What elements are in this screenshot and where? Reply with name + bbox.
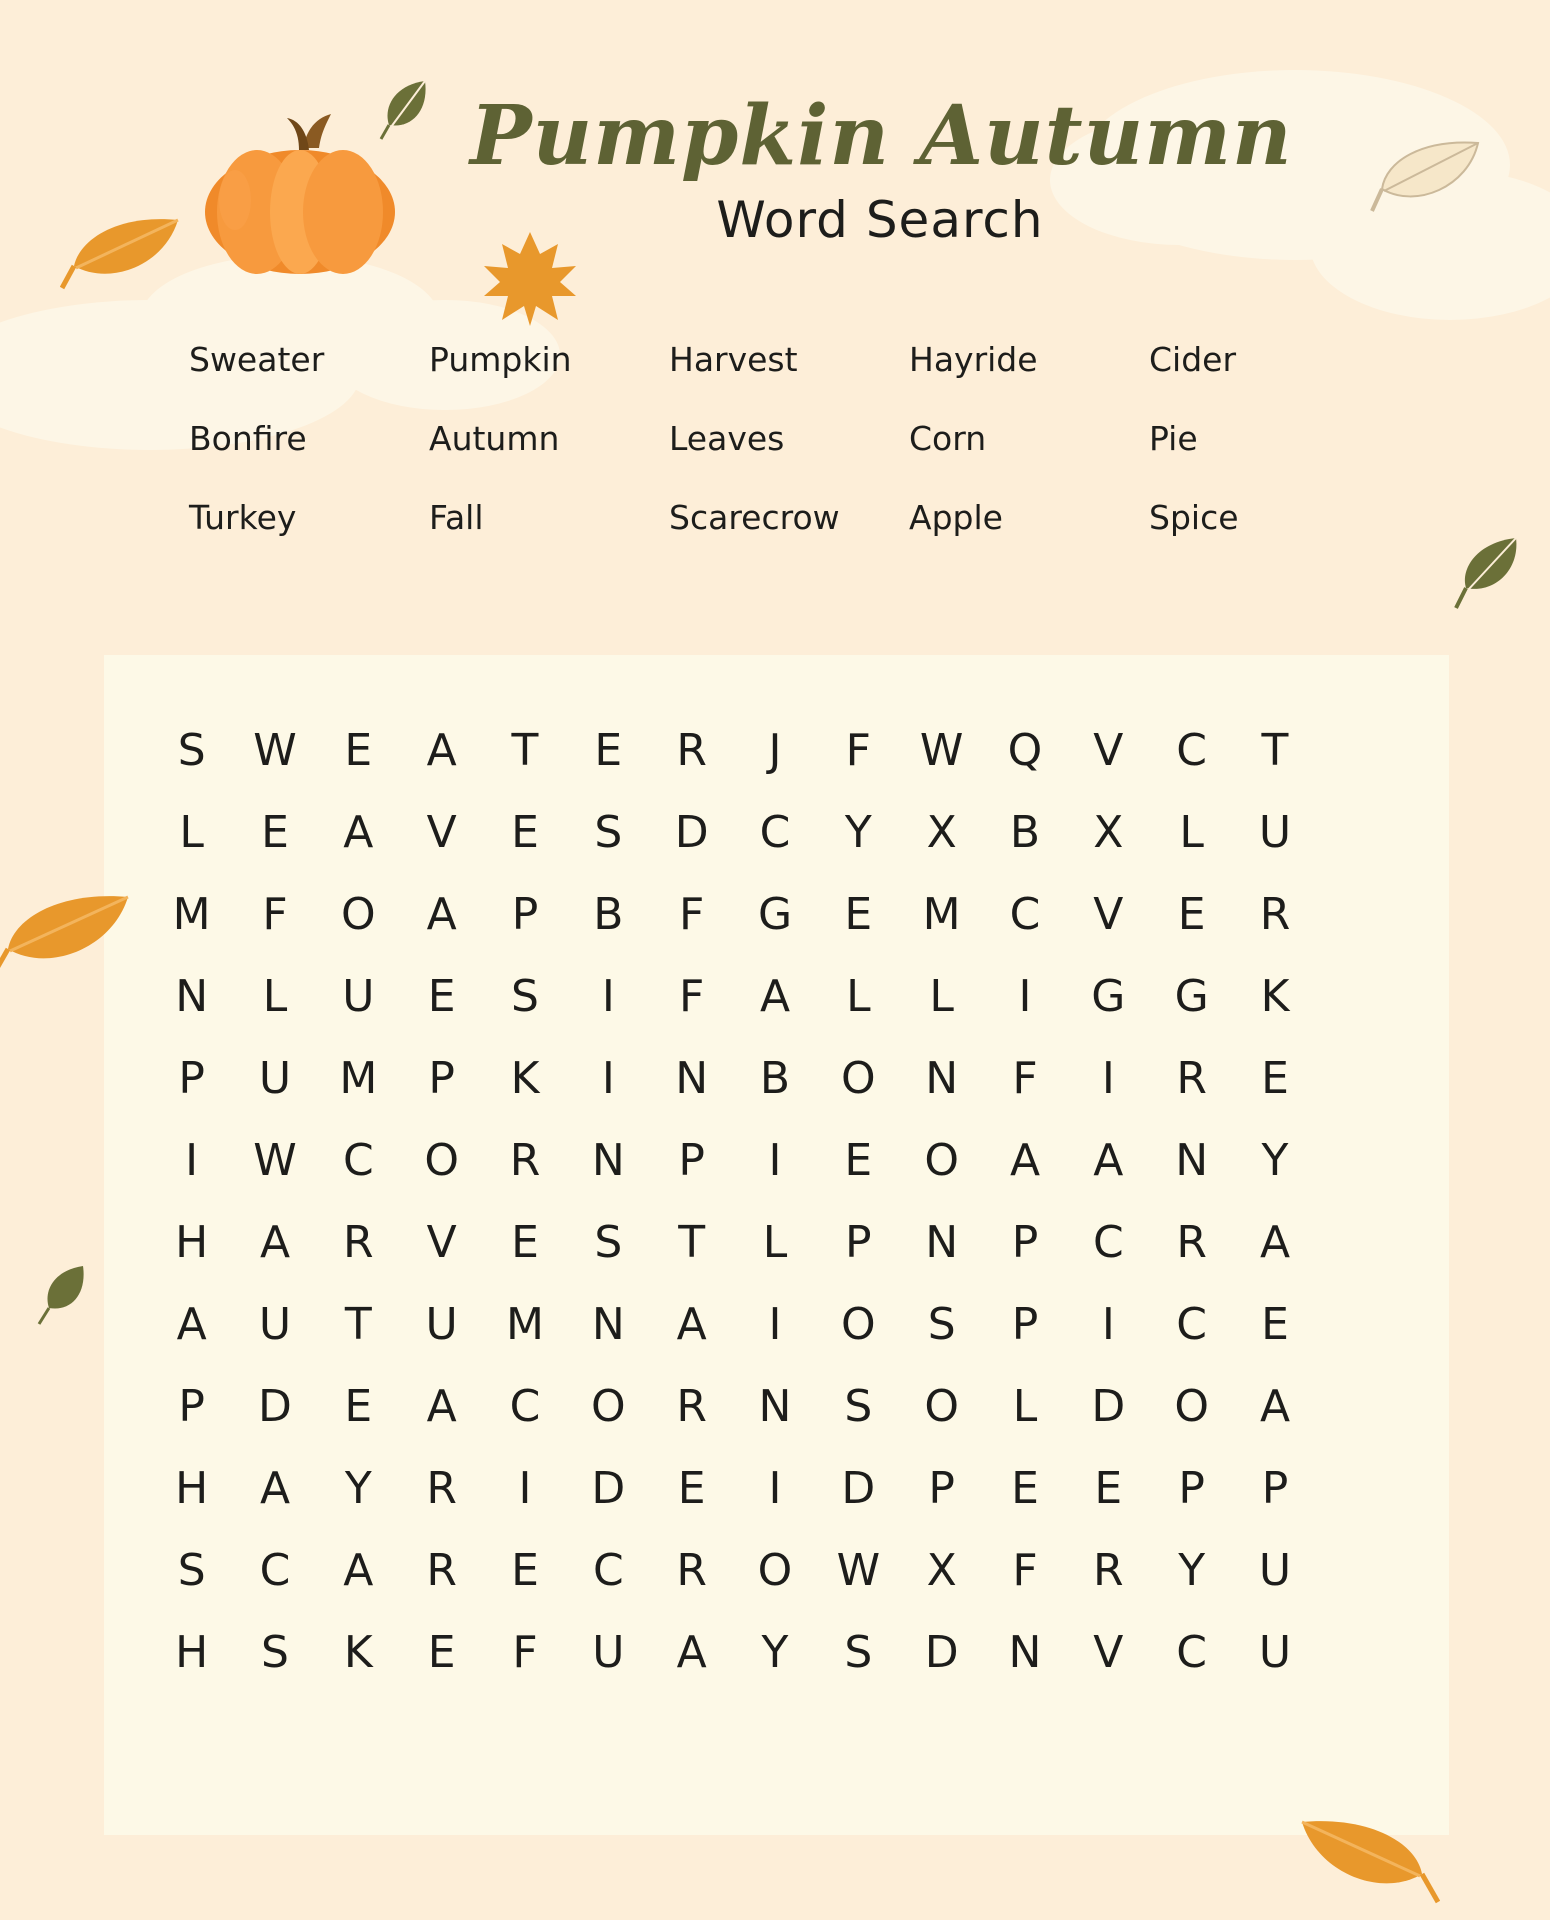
grid-cell[interactable]: C (1009, 889, 1041, 940)
grid-cell[interactable]: P (1011, 1299, 1039, 1350)
title-block (470, 88, 1293, 249)
grid-cell[interactable]: I (1101, 1053, 1115, 1104)
grid-cell[interactable]: E (427, 1627, 456, 1678)
grid-cell[interactable]: L (1012, 1381, 1038, 1432)
grid-cell[interactable]: K (343, 1627, 373, 1678)
grid-cell[interactable]: R (509, 1135, 541, 1186)
pumpkin-icon (195, 100, 405, 280)
grid-cell[interactable]: N (1008, 1627, 1042, 1678)
grid-cell[interactable]: F (1012, 1545, 1038, 1596)
grid-cell[interactable]: C (1176, 1627, 1208, 1678)
grid-cell[interactable]: E (511, 807, 539, 858)
grid-cell[interactable]: F (679, 889, 705, 940)
grid-cell[interactable]: G (1174, 971, 1209, 1022)
grid-cell[interactable]: A (343, 807, 374, 858)
word-item: Bonfire (189, 419, 307, 458)
grid-cell[interactable]: X (926, 1545, 957, 1596)
word-item: Pumpkin (429, 340, 572, 379)
grid-cell[interactable]: R (676, 725, 707, 776)
grid-cell[interactable]: E (427, 971, 456, 1022)
grid-cell[interactable]: W (919, 725, 964, 776)
grid-cell[interactable]: I (518, 1463, 532, 1514)
grid-cell[interactable] (1317, 1284, 1400, 1366)
word-item: Turkey (189, 498, 297, 537)
grid-cell[interactable]: N (758, 1381, 792, 1432)
grid-cell[interactable]: R (676, 1381, 707, 1432)
grid-cell[interactable]: A (1009, 1135, 1041, 1186)
grid-cell[interactable]: P (178, 1053, 205, 1104)
grid-cell[interactable]: E (261, 807, 289, 858)
grid-cell[interactable]: O (1174, 1381, 1209, 1432)
grid-cell[interactable] (1317, 1612, 1400, 1694)
grid-cell[interactable]: S (927, 1299, 956, 1350)
grid-cell[interactable]: I (601, 971, 615, 1022)
grid-cell[interactable]: M (339, 1053, 378, 1104)
grid-cell[interactable]: S (177, 725, 206, 776)
grid-cell[interactable]: P (511, 889, 539, 940)
grid-cell[interactable]: E (344, 725, 373, 776)
grid-cell[interactable]: N (675, 1053, 709, 1104)
grid-cell[interactable]: C (259, 1545, 291, 1596)
grid-cell[interactable]: N (175, 971, 209, 1022)
grid-cell[interactable]: L (762, 1217, 788, 1268)
grid-cell[interactable]: K (1260, 971, 1290, 1022)
grid-cell[interactable]: C (1176, 1299, 1208, 1350)
grid-cell[interactable]: Y (344, 1463, 372, 1514)
grid-cell[interactable]: Y (1261, 1135, 1289, 1186)
grid-cell[interactable]: P (678, 1135, 705, 1186)
grid-cell[interactable]: E (594, 725, 623, 776)
grid-cell[interactable]: S (594, 807, 623, 858)
grid-cell[interactable]: A (759, 971, 791, 1022)
grid-cell[interactable]: C (1092, 1217, 1124, 1268)
grid-cell[interactable]: U (258, 1053, 292, 1104)
grid-cell[interactable]: O (924, 1135, 959, 1186)
grid-cell[interactable]: F (679, 971, 705, 1022)
grid-cell[interactable]: S (177, 1545, 206, 1596)
grid-cell[interactable]: E (344, 1381, 373, 1432)
grid-cell[interactable]: A (259, 1217, 291, 1268)
grid-cell[interactable]: N (591, 1299, 625, 1350)
grid-cell[interactable]: Y (844, 807, 872, 858)
grid-cell[interactable]: N (925, 1217, 959, 1268)
grid-cell[interactable] (1317, 1530, 1400, 1612)
grid-cell[interactable]: A (426, 725, 457, 776)
grid-cell[interactable]: S (844, 1627, 873, 1678)
grid-cell[interactable]: W (253, 1135, 297, 1186)
letter-grid (150, 710, 1400, 1694)
grid-cell[interactable]: A (1093, 1135, 1124, 1186)
grid-cell[interactable]: D (924, 1627, 959, 1678)
grid-cell[interactable] (1317, 792, 1400, 874)
maple-leaf-icon (480, 228, 580, 328)
grid-cell[interactable]: S (261, 1627, 289, 1678)
grid-cell[interactable]: E (1261, 1053, 1289, 1104)
grid-cell[interactable]: R (1093, 1545, 1124, 1596)
grid-cell[interactable]: S (511, 971, 539, 1022)
grid-cell[interactable]: B (1009, 807, 1041, 858)
grid-cell[interactable]: L (846, 971, 871, 1022)
grid-cell[interactable]: M (922, 889, 961, 940)
grid-cell[interactable] (1317, 1120, 1400, 1202)
grid-cell[interactable]: T (1261, 725, 1289, 776)
grid-cell[interactable]: T (344, 1299, 372, 1350)
leaf-icon-orange-left (0, 885, 140, 990)
grid-cell[interactable]: R (1259, 889, 1291, 940)
grid-cell[interactable]: E (511, 1217, 539, 1268)
grid-cell[interactable]: U (425, 1299, 458, 1350)
grid-cell[interactable]: J (768, 725, 782, 776)
grid-cell[interactable]: U (1258, 1627, 1292, 1678)
grid-cell[interactable] (1317, 1038, 1400, 1120)
grid-cell[interactable]: P (1011, 1217, 1039, 1268)
grid-cell[interactable]: W (836, 1545, 881, 1596)
grid-cell[interactable]: B (759, 1053, 791, 1104)
grid-cell[interactable]: A (176, 1299, 207, 1350)
word-item: Scarecrow (669, 498, 840, 537)
leaf-icon-orange (60, 210, 190, 300)
word-item: Apple (909, 498, 1003, 537)
grid-cell[interactable]: H (175, 1627, 209, 1678)
grid-cell[interactable]: L (929, 971, 954, 1022)
grid-cell[interactable]: A (1259, 1217, 1291, 1268)
grid-cell[interactable]: U (1258, 807, 1292, 858)
grid-cell[interactable]: E (844, 1135, 873, 1186)
grid-cell[interactable] (1317, 874, 1400, 956)
word-list (175, 330, 1375, 537)
grid-cell[interactable]: E (1011, 1463, 1039, 1514)
grid-cell[interactable]: E (1094, 1463, 1123, 1514)
grid-cell[interactable]: R (426, 1545, 457, 1596)
grid-cell[interactable]: U (592, 1627, 625, 1678)
grid-cell[interactable]: R (426, 1463, 457, 1514)
grid-cell[interactable]: N (591, 1135, 625, 1186)
grid-cell[interactable]: M (172, 889, 211, 940)
grid-cell[interactable]: A (426, 889, 457, 940)
word-item: Spice (1149, 498, 1239, 537)
leaf-icon-orange-bottom (1290, 1810, 1440, 1915)
grid-cell[interactable]: H (175, 1217, 209, 1268)
grid-cell[interactable]: A (1259, 1381, 1291, 1432)
grid-cell[interactable]: P (1178, 1463, 1205, 1514)
grid-cell[interactable]: I (768, 1135, 782, 1186)
grid-cell[interactable]: Q (1007, 725, 1043, 776)
word-item: Corn (909, 419, 987, 458)
grid-cell[interactable]: K (510, 1053, 540, 1104)
grid-cell[interactable]: B (593, 889, 624, 940)
grid-cell[interactable]: T (678, 1217, 706, 1268)
word-item: Fall (429, 498, 484, 537)
leaf-icon-green (375, 75, 437, 145)
grid-cell[interactable]: S (844, 1381, 873, 1432)
grid-cell[interactable]: O (757, 1545, 793, 1596)
grid-cell[interactable]: A (426, 1381, 457, 1432)
grid-cell[interactable]: O (841, 1299, 876, 1350)
grid-cell[interactable]: C (342, 1135, 374, 1186)
grid-cell[interactable]: X (926, 807, 957, 858)
grid-cell[interactable]: L (262, 971, 288, 1022)
grid-cell[interactable]: F (262, 889, 288, 940)
grid-cell[interactable] (1317, 1448, 1400, 1530)
grid-cell[interactable]: I (185, 1135, 199, 1186)
grid-cell[interactable]: I (1018, 971, 1032, 1022)
grid-cell[interactable]: Y (761, 1627, 789, 1678)
grid-cell[interactable]: E (511, 1545, 539, 1596)
leaf-icon-green-tiny (35, 1260, 95, 1330)
grid-cell[interactable]: D (258, 1381, 292, 1432)
grid-cell[interactable]: Y (1178, 1545, 1206, 1596)
grid-cell[interactable]: C (509, 1381, 541, 1432)
grid-cell[interactable]: E (677, 1463, 706, 1514)
word-item: Hayride (909, 340, 1038, 379)
grid-cell[interactable] (1317, 956, 1400, 1038)
word-item: Sweater (189, 340, 325, 379)
grid-cell[interactable]: L (179, 807, 204, 858)
grid-cell[interactable]: U (258, 1299, 292, 1350)
grid-cell[interactable]: I (601, 1053, 615, 1104)
grid-cell[interactable]: P (428, 1053, 455, 1104)
grid-cell[interactable]: O (924, 1381, 959, 1432)
grid-cell[interactable]: W (253, 725, 297, 776)
grid-cell[interactable]: X (1093, 807, 1124, 858)
page-title: Pumpkin Autumn (470, 88, 1293, 184)
grid-cell[interactable]: V (426, 1217, 457, 1268)
grid-cell[interactable]: P (845, 1217, 872, 1268)
grid-cell[interactable]: I (1101, 1299, 1115, 1350)
grid-cell[interactable]: O (591, 1381, 626, 1432)
grid-cell[interactable]: A (676, 1627, 707, 1678)
grid-cell[interactable]: V (426, 807, 457, 858)
grid-cell[interactable]: P (178, 1381, 205, 1432)
leaf-icon-pale (1370, 135, 1490, 225)
grid-cell[interactable]: H (175, 1463, 209, 1514)
grid-cell[interactable] (1317, 710, 1400, 792)
grid-cell[interactable]: V (1093, 725, 1124, 776)
grid-cell[interactable]: R (1176, 1217, 1207, 1268)
grid-cell[interactable]: I (768, 1299, 782, 1350)
grid-cell[interactable]: T (511, 725, 539, 776)
leaf-icon-green-small (1450, 530, 1530, 620)
grid-cell[interactable]: E (1261, 1299, 1289, 1350)
page-header (0, 0, 1550, 330)
grid-cell[interactable]: V (1093, 889, 1124, 940)
grid-cell[interactable]: V (1093, 1627, 1124, 1678)
grid-cell[interactable]: C (759, 807, 791, 858)
word-item: Autumn (429, 419, 560, 458)
page-subtitle: Word Search (716, 191, 1044, 249)
grid-cell[interactable]: C (592, 1545, 624, 1596)
grid-cell[interactable]: P (1261, 1463, 1289, 1514)
word-item: Leaves (669, 419, 785, 458)
grid-cell[interactable]: R (1176, 1053, 1207, 1104)
grid-cell[interactable]: R (343, 1217, 374, 1268)
grid-cell[interactable]: A (343, 1545, 374, 1596)
grid-cell[interactable]: O (341, 889, 376, 940)
grid-cell[interactable]: A (259, 1463, 291, 1514)
grid-cell[interactable]: O (841, 1053, 876, 1104)
grid-cell[interactable]: F (1012, 1053, 1038, 1104)
grid-cell[interactable]: F (512, 1627, 538, 1678)
grid-cell[interactable]: M (506, 1299, 544, 1350)
grid-cell[interactable]: F (845, 725, 871, 776)
grid-cell[interactable]: I (768, 1463, 782, 1514)
grid-cell[interactable]: D (674, 807, 709, 858)
grid-cell[interactable]: N (1175, 1135, 1209, 1186)
grid-cell[interactable]: S (594, 1217, 623, 1268)
word-item: Cider (1149, 340, 1237, 379)
grid-cell[interactable]: D (1091, 1381, 1126, 1432)
grid-cell[interactable]: E (844, 889, 873, 940)
grid-cell[interactable]: O (424, 1135, 459, 1186)
grid-cell[interactable]: A (676, 1299, 707, 1350)
grid-cell[interactable]: U (342, 971, 375, 1022)
grid-cell[interactable]: L (1179, 807, 1204, 858)
grid-cell[interactable]: E (1177, 889, 1206, 940)
grid-cell[interactable]: N (925, 1053, 959, 1104)
grid-cell[interactable]: D (841, 1463, 876, 1514)
grid-cell[interactable]: U (1258, 1545, 1292, 1596)
grid-cell[interactable]: G (757, 889, 793, 940)
grid-cell[interactable]: R (676, 1545, 707, 1596)
grid-cell[interactable] (1317, 1202, 1400, 1284)
word-item: Harvest (669, 340, 798, 379)
grid-cell[interactable]: P (928, 1463, 955, 1514)
grid-cell[interactable]: D (591, 1463, 626, 1514)
grid-cell[interactable] (1317, 1366, 1400, 1448)
word-item: Pie (1149, 419, 1198, 458)
grid-cell[interactable]: G (1091, 971, 1126, 1022)
grid-cell[interactable]: C (1176, 725, 1208, 776)
